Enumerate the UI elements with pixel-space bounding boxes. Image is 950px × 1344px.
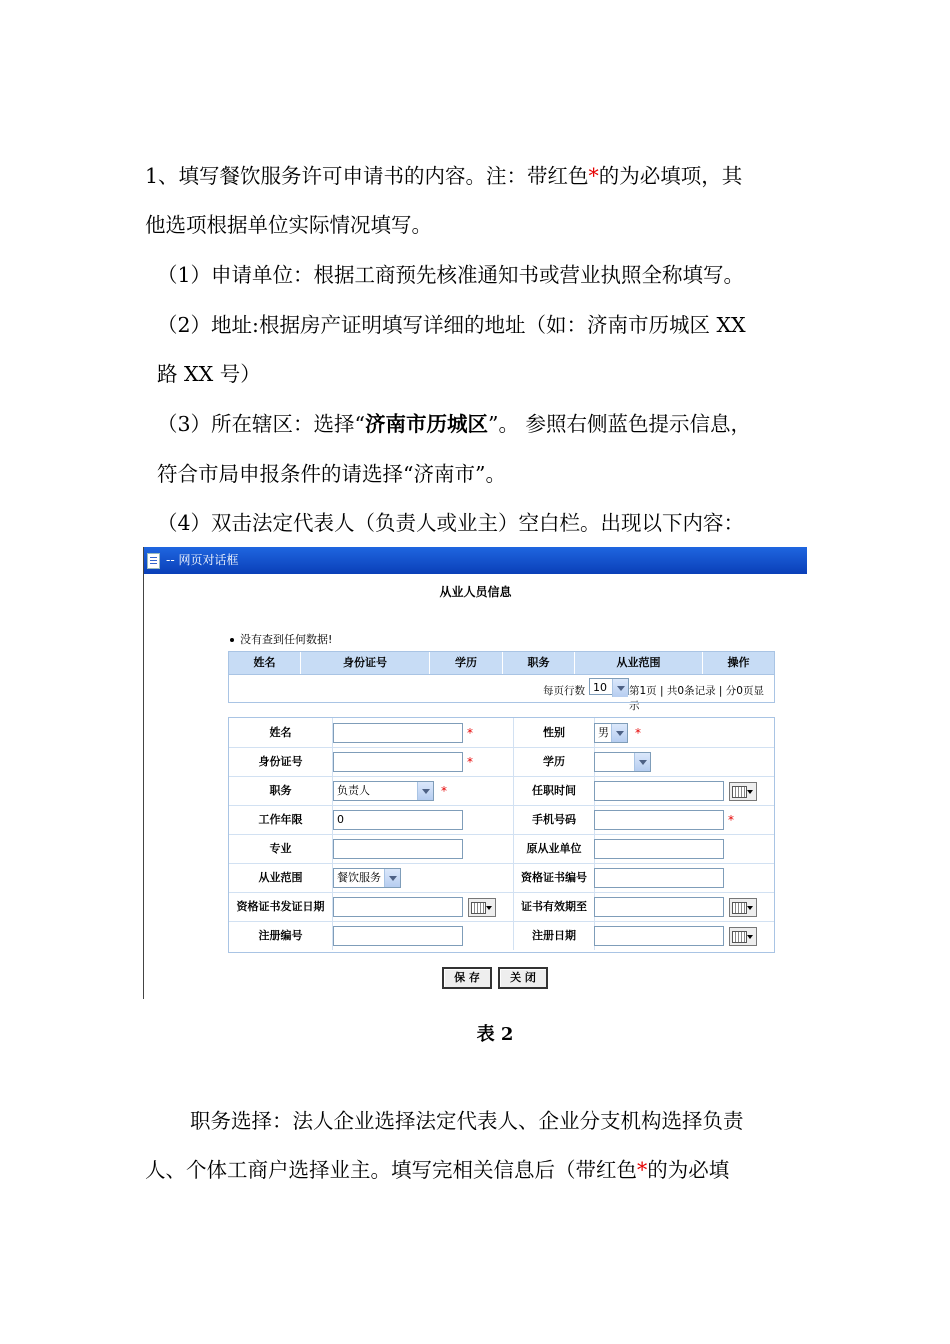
position-select[interactable] bbox=[333, 781, 434, 801]
bold-text: 济南市历城区 bbox=[365, 412, 489, 436]
previous-employer-label: 原从业单位 bbox=[513, 834, 595, 863]
major-label: 专业 bbox=[229, 834, 333, 863]
form-row bbox=[229, 921, 774, 950]
grid-header bbox=[228, 651, 775, 675]
instruction-line-2: 他选项根据单位实际情况填写。 bbox=[145, 213, 432, 237]
chevron-down-icon bbox=[634, 753, 650, 771]
form-row bbox=[229, 863, 774, 893]
form-row bbox=[229, 718, 774, 748]
form-row bbox=[229, 747, 774, 777]
required-star: * bbox=[467, 726, 473, 740]
page-icon bbox=[147, 553, 160, 569]
gender-label: 性别 bbox=[513, 718, 595, 747]
item-2-line-1: （2）地址:根据房产证明填写详细的地址（如：济南市历城区 XX bbox=[157, 313, 746, 337]
close-button[interactable]: 关 闭 bbox=[498, 967, 548, 989]
position-instruction-line-2 bbox=[145, 1156, 729, 1184]
cert-issue-date-label: 资格证书发证日期 bbox=[229, 892, 333, 921]
cert-number-label: 资格证书编号 bbox=[513, 863, 595, 892]
dialog-screenshot bbox=[143, 547, 807, 999]
gender-select[interactable] bbox=[594, 723, 628, 743]
form-row bbox=[229, 834, 774, 864]
calendar-icon[interactable] bbox=[468, 898, 496, 917]
registration-number-input[interactable] bbox=[333, 926, 463, 946]
dialog-heading: 从业人员信息 bbox=[439, 585, 512, 599]
select-value: 10 bbox=[593, 681, 607, 694]
form-row bbox=[229, 892, 774, 922]
grid-pager bbox=[228, 675, 775, 712]
cert-valid-label: 证书有效期至 bbox=[513, 892, 595, 921]
bullet-icon bbox=[230, 638, 234, 642]
no-data-message bbox=[230, 631, 332, 647]
required-star: * bbox=[637, 1158, 648, 1182]
form-row bbox=[229, 776, 774, 806]
text: ”。 参照右侧蓝色提示信息， bbox=[488, 412, 752, 436]
name-label: 姓名 bbox=[229, 718, 333, 747]
pager-info: 第1页 | 共0条记录 | 分0页显示 bbox=[629, 685, 764, 712]
item-3-line-2: 符合市局申报条件的请选择“济南市”。 bbox=[157, 462, 506, 486]
required-star: * bbox=[588, 164, 599, 188]
text: 的为必填项，其 bbox=[598, 164, 743, 188]
required-star: * bbox=[467, 755, 473, 769]
dialog-titlebar bbox=[144, 547, 807, 574]
column-header: 姓名 bbox=[229, 652, 301, 674]
rows-per-page-label: 每页行数 bbox=[543, 685, 585, 697]
education-label: 学历 bbox=[513, 747, 595, 776]
table-caption: 表 2 bbox=[476, 1024, 514, 1045]
dialog-title: -- 网页对话框 bbox=[166, 553, 239, 567]
major-input[interactable] bbox=[333, 839, 463, 859]
column-header: 职务 bbox=[503, 652, 575, 674]
position-label: 职务 bbox=[229, 776, 333, 805]
scope-label: 从业范围 bbox=[229, 863, 333, 892]
previous-employer-input[interactable] bbox=[594, 839, 724, 859]
item-2-line-2: 路 XX 号） bbox=[157, 362, 261, 386]
calendar-icon[interactable] bbox=[729, 927, 757, 946]
phone-label: 手机号码 bbox=[513, 805, 595, 834]
form-row bbox=[229, 805, 774, 835]
text: （3）所在辖区：选择“ bbox=[157, 412, 366, 436]
save-button[interactable]: 保 存 bbox=[442, 967, 492, 989]
registration-date-input[interactable] bbox=[594, 926, 724, 946]
item-1: （1）申请单位：根据工商预先核准通知书或营业执照全称填写。 bbox=[157, 263, 745, 287]
chevron-down-icon bbox=[611, 724, 627, 742]
cert-valid-input[interactable] bbox=[594, 897, 724, 917]
chevron-down-icon bbox=[417, 782, 433, 800]
position-instruction-line-1: 职务选择：法人企业选择法定代表人、企业分支机构选择负责 bbox=[190, 1109, 744, 1133]
education-select[interactable] bbox=[594, 752, 651, 772]
column-header: 身份证号 bbox=[301, 652, 430, 674]
no-data-text: 没有查到任何数据! bbox=[240, 633, 333, 646]
select-value: 男 bbox=[598, 726, 609, 739]
column-header: 操作 bbox=[727, 656, 750, 669]
id-number-label: 身份证号 bbox=[229, 747, 333, 776]
instruction-line-1 bbox=[145, 162, 742, 190]
scope-select[interactable] bbox=[333, 868, 401, 888]
phone-input[interactable] bbox=[594, 810, 724, 830]
start-date-input[interactable] bbox=[594, 781, 724, 801]
staff-form bbox=[228, 717, 775, 953]
column-header: 学历 bbox=[430, 652, 503, 674]
cert-number-input[interactable] bbox=[594, 868, 724, 888]
registration-date-label: 注册日期 bbox=[513, 921, 595, 950]
chevron-down-icon bbox=[612, 679, 628, 697]
item-3-line-1 bbox=[157, 410, 751, 438]
registration-number-label: 注册编号 bbox=[229, 921, 333, 950]
required-star: * bbox=[728, 813, 734, 827]
select-value: 餐饮服务 bbox=[337, 871, 381, 884]
text: 的为必填 bbox=[647, 1158, 730, 1182]
calendar-icon[interactable] bbox=[729, 898, 757, 917]
rows-per-page-select[interactable] bbox=[589, 678, 629, 695]
item-4: （4）双击法定代表人（负责人或业主）空白栏。出现以下内容： bbox=[157, 511, 745, 535]
column-header: 从业范围 bbox=[575, 652, 703, 674]
required-star: * bbox=[441, 784, 447, 798]
text: 人、个体工商户选择业主。填写完相关信息后（带红色 bbox=[145, 1158, 637, 1182]
calendar-icon[interactable] bbox=[729, 782, 757, 801]
start-date-label: 任职时间 bbox=[513, 776, 595, 805]
required-star: * bbox=[635, 726, 641, 740]
cert-issue-date-input[interactable] bbox=[333, 897, 463, 917]
id-number-input[interactable] bbox=[333, 752, 463, 772]
text: 1、填写餐饮服务许可申请书的内容。注：带红色 bbox=[145, 164, 589, 188]
work-years-label: 工作年限 bbox=[229, 805, 333, 834]
work-years-input[interactable]: 0 bbox=[333, 810, 463, 830]
name-input[interactable] bbox=[333, 723, 463, 743]
select-value: 负责人 bbox=[337, 784, 370, 797]
chevron-down-icon bbox=[384, 869, 400, 887]
